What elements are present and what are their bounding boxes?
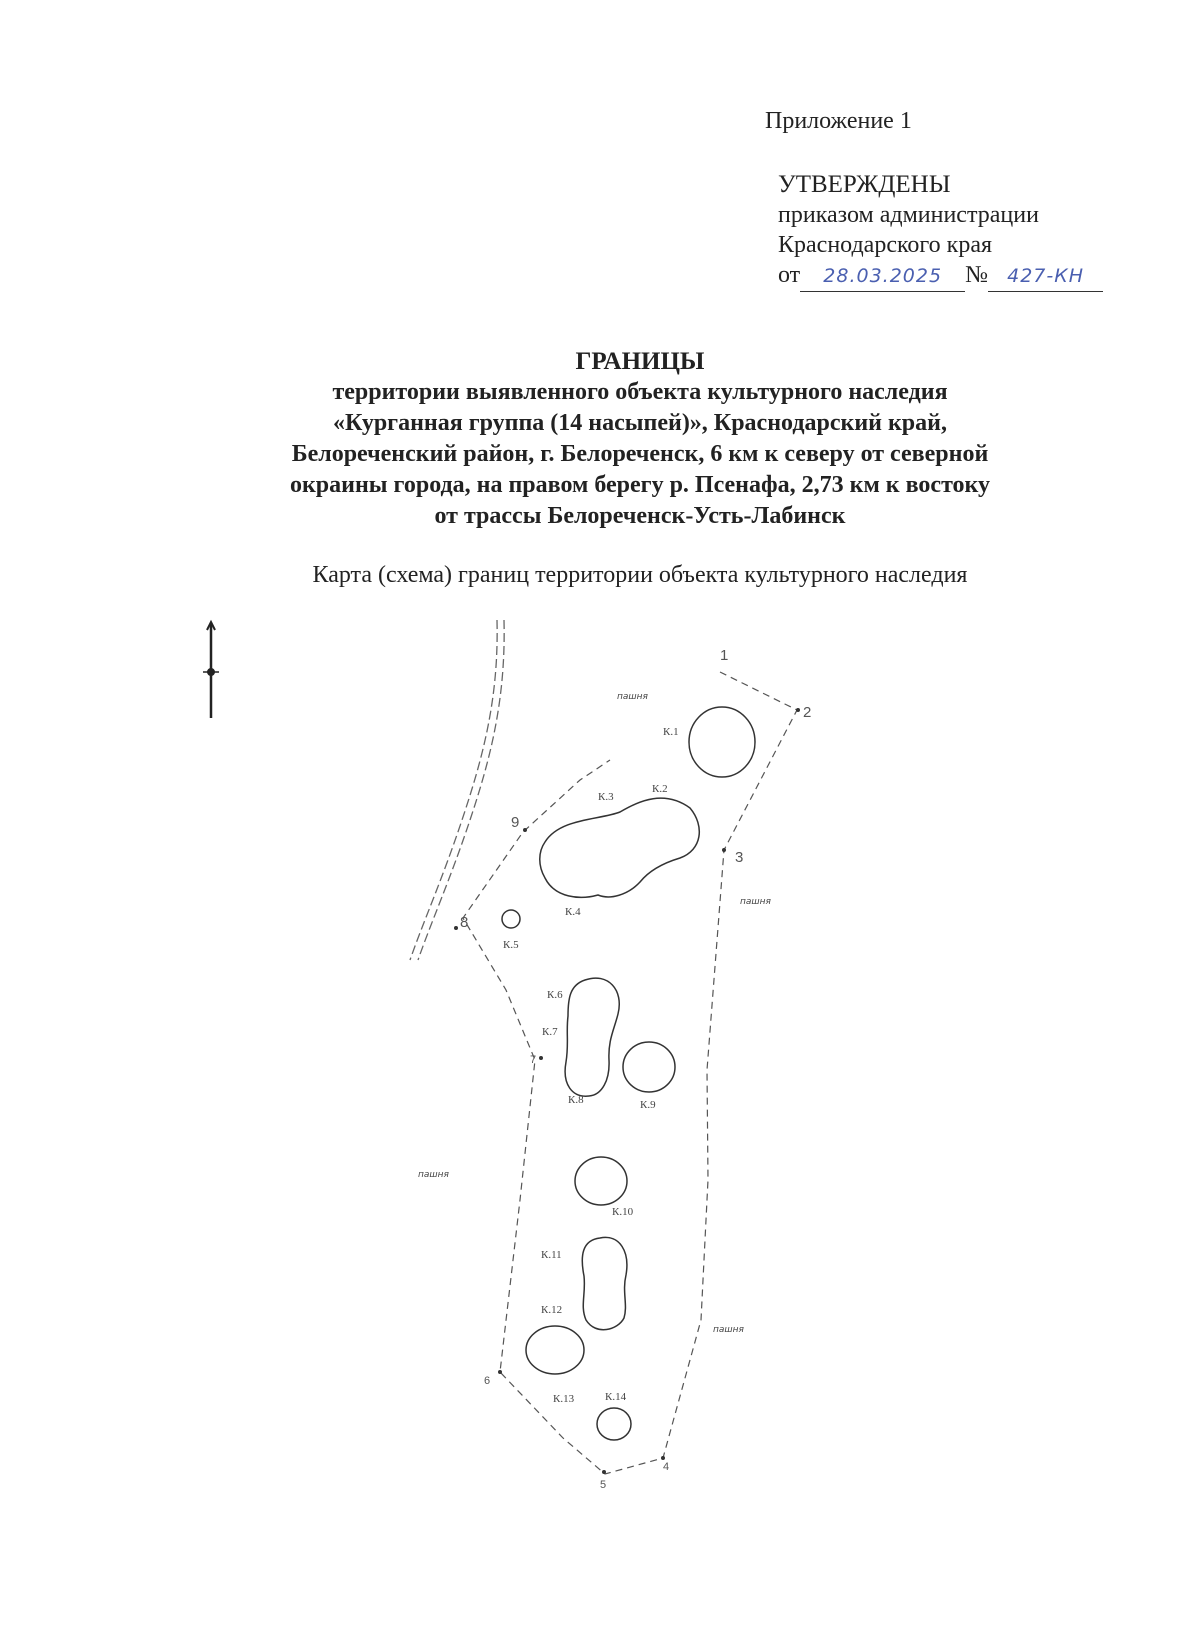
mound-label-k6: К.6 bbox=[547, 989, 563, 1001]
point-9-marker bbox=[523, 828, 527, 832]
mound-k5 bbox=[502, 910, 520, 928]
map-caption: Карта (схема) границ территории объекта культурного наследия bbox=[312, 562, 968, 588]
title-main: ГРАНИЦЫ bbox=[575, 348, 705, 375]
point-5-label: 5 bbox=[600, 1479, 607, 1491]
point-9-label: 9 bbox=[511, 814, 520, 831]
mound-k13 bbox=[526, 1326, 584, 1374]
mound-k1 bbox=[689, 707, 755, 777]
mound-label-k4: К.4 bbox=[565, 906, 581, 918]
approval-line-2: Краснодарского края bbox=[778, 232, 993, 258]
mound-label-k9: К.9 bbox=[640, 1099, 656, 1111]
point-3-label: 3 bbox=[735, 849, 744, 866]
mound-label-k7: К.7 bbox=[542, 1026, 558, 1038]
mound-label-k14: К.14 bbox=[605, 1391, 627, 1403]
date-prefix: от bbox=[778, 262, 801, 288]
mound-k14 bbox=[597, 1408, 631, 1440]
mound-label-k3: К.3 bbox=[598, 791, 614, 803]
mound-label-k13: К.13 bbox=[553, 1393, 575, 1405]
date-handwritten: 28.03.2025 bbox=[823, 265, 943, 287]
mound-label-k12: К.12 bbox=[541, 1304, 563, 1316]
approved-heading: УТВЕРЖДЕНЫ bbox=[778, 171, 951, 198]
mound-label-k5: К.5 bbox=[503, 939, 519, 951]
title-line-1: территории выявленного объекта культурного наследия bbox=[332, 379, 948, 405]
mound-k9 bbox=[623, 1042, 675, 1092]
number-prefix: № bbox=[965, 262, 989, 288]
number-handwritten: 427-КН bbox=[1007, 265, 1085, 287]
point-5-marker bbox=[602, 1470, 606, 1474]
mound-label-k10: К.10 bbox=[612, 1206, 634, 1218]
point-7-label: 7 bbox=[530, 1054, 537, 1066]
point-4-marker bbox=[661, 1456, 665, 1460]
mound-k11-k12 bbox=[582, 1237, 627, 1329]
field-label-north: пашня bbox=[617, 692, 648, 702]
title-line-2: «Курганная группа (14 насыпей)», Краснодарский край, bbox=[333, 410, 947, 436]
mound-label-k11: К.11 bbox=[541, 1249, 562, 1261]
mound-label-k2: К.2 bbox=[652, 783, 668, 795]
field-label-east: пашня bbox=[740, 897, 771, 907]
title-line-4: окраины города, на правом берегу р. Псенафа, 2,73 км к востоку bbox=[289, 472, 991, 498]
territory-boundary bbox=[463, 672, 797, 1474]
title-line-3: Белореченский район, г. Белореченск, 6 км к северу от северной bbox=[291, 441, 989, 467]
north-arrow-icon bbox=[203, 622, 219, 718]
point-8-label: 8 bbox=[460, 914, 469, 931]
mound-label-k1: К.1 bbox=[663, 726, 679, 738]
title-line-5: от трассы Белореченск-Усть-Лабинск bbox=[434, 503, 846, 529]
mound-label-k8: К.8 bbox=[568, 1094, 584, 1106]
point-6-label: 6 bbox=[484, 1375, 491, 1387]
mound-k2-k4 bbox=[540, 798, 700, 897]
point-6-marker bbox=[498, 1370, 502, 1374]
point-7-marker bbox=[539, 1056, 543, 1060]
approval-line-1: приказом администрации bbox=[778, 202, 1039, 228]
point-2-label: 2 bbox=[803, 704, 812, 721]
boundary-points bbox=[454, 647, 811, 1491]
appendix-label: Приложение 1 bbox=[765, 108, 912, 134]
point-4-label: 4 bbox=[663, 1461, 670, 1473]
point-8-marker bbox=[454, 926, 458, 930]
road-lines bbox=[410, 620, 504, 960]
point-3-marker bbox=[722, 848, 726, 852]
point-2-marker bbox=[796, 708, 800, 712]
field-label-southeast: пашня bbox=[713, 1325, 744, 1335]
mound-k10 bbox=[575, 1157, 627, 1205]
point-1-label: 1 bbox=[720, 647, 729, 664]
mound-k6-k8 bbox=[565, 978, 619, 1096]
field-label-west: пашня bbox=[418, 1170, 449, 1180]
